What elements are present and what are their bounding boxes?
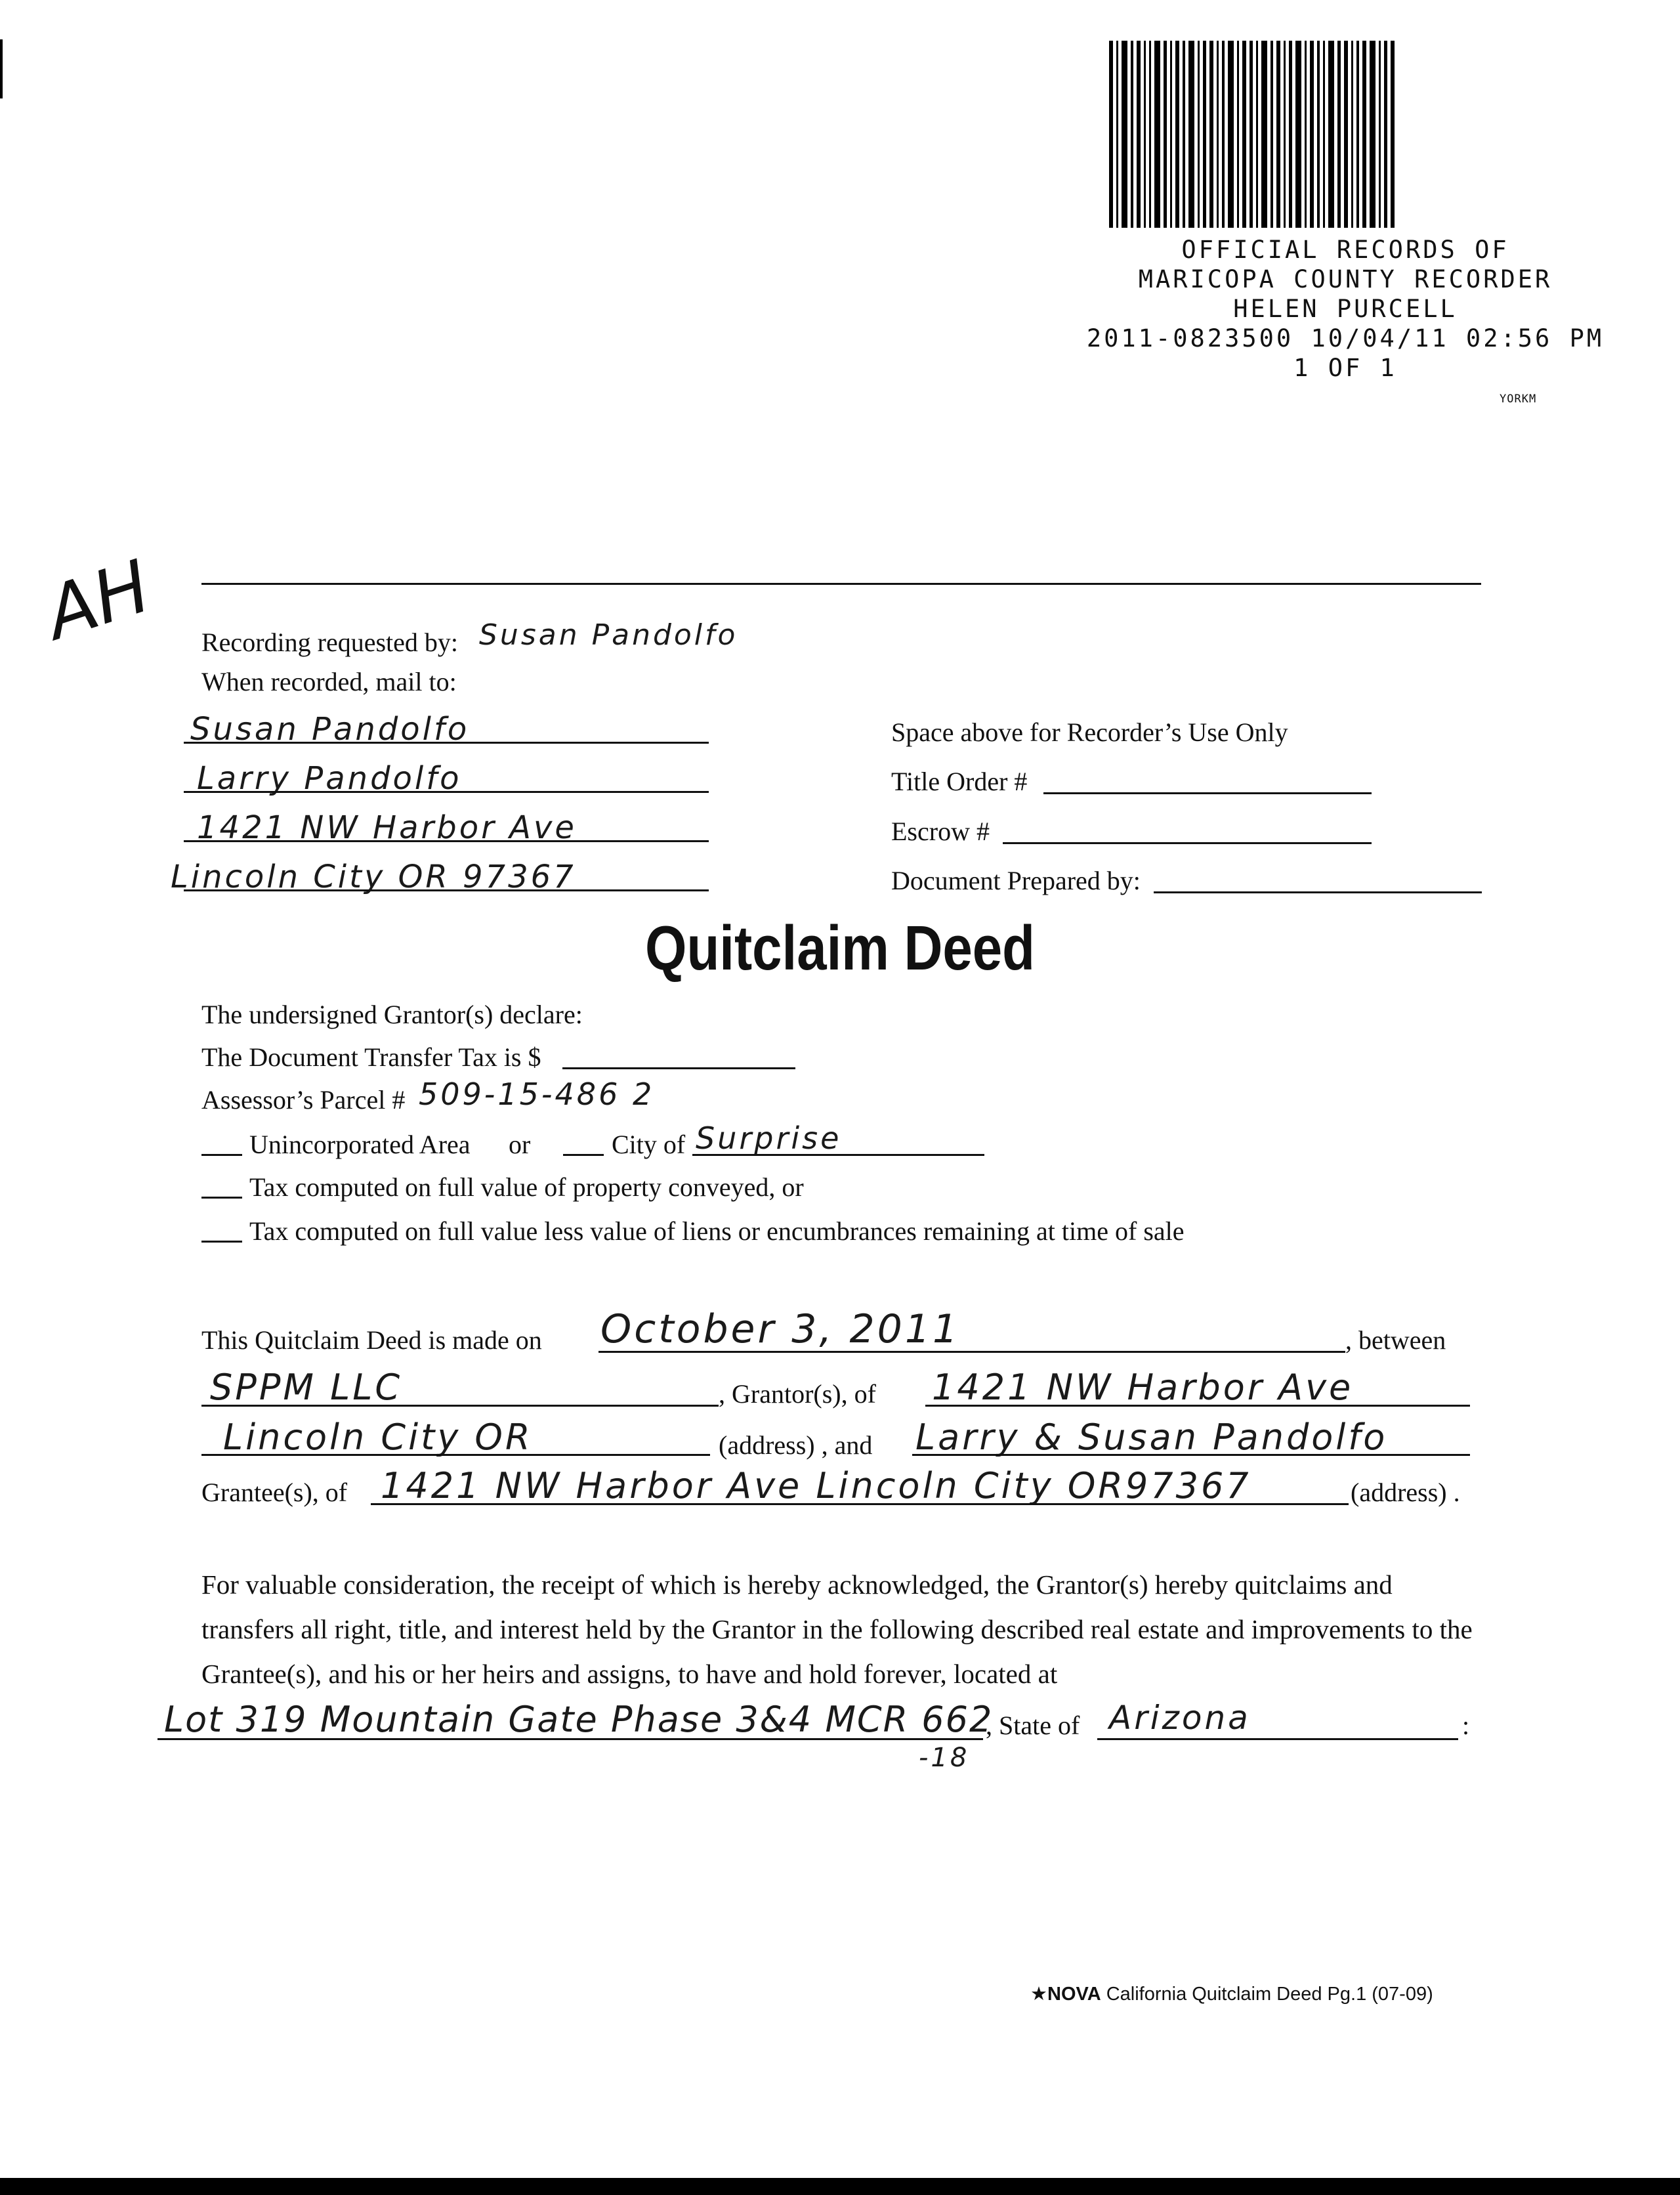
address-end-label: (address) . <box>1351 1478 1460 1507</box>
barcode-bar <box>1276 41 1280 228</box>
mail-to-line-3: 1421 NW Harbor Ave <box>197 809 577 846</box>
barcode-bar <box>1284 41 1286 228</box>
less-liens-checkbox[interactable] <box>201 1241 242 1243</box>
barcode-bar <box>1344 41 1348 228</box>
barcode-bar <box>1317 41 1320 228</box>
footer-brand: NOVA <box>1047 1984 1101 2005</box>
barcode-bar <box>1217 41 1219 228</box>
stamp-line-5: 1 OF 1 <box>1293 354 1397 382</box>
city-field[interactable] <box>692 1154 984 1156</box>
stamp-line-4: 2011-0823500 10/04/11 02:56 PM <box>1086 324 1605 352</box>
mail-to-underline-3 <box>184 840 709 842</box>
recording-requested-label: Recording requested by: <box>201 628 458 657</box>
barcode-bar <box>1131 41 1133 228</box>
city-label: City of <box>612 1130 686 1159</box>
barcode-bar <box>1183 41 1185 228</box>
barcode-bar <box>1164 41 1167 228</box>
recording-requested-value: Susan Pandolfo <box>479 618 738 652</box>
barcode-bar <box>1116 41 1118 228</box>
barcode-bar <box>1149 41 1151 228</box>
barcode-bar <box>1305 41 1307 228</box>
barcode-bar <box>1356 41 1359 228</box>
barcode-bar <box>1222 41 1225 228</box>
barcode-bar <box>1270 41 1273 228</box>
grantor-address-2: Lincoln City OR <box>223 1417 533 1458</box>
title-order-label: Title Order # <box>891 767 1028 796</box>
parcel-value: 509-15-486 2 <box>419 1076 655 1112</box>
transfer-tax-label: The Document Transfer Tax is $ <box>201 1042 541 1072</box>
grantor-address-2-field[interactable] <box>201 1454 710 1456</box>
footer-text: California Quitclaim Deed Pg.1 (07-09) <box>1101 1984 1433 2005</box>
state-value: Arizona <box>1109 1699 1251 1737</box>
header-divider <box>201 583 1481 585</box>
scan-mark <box>0 39 3 98</box>
title-order-field[interactable] <box>1043 792 1372 794</box>
barcode <box>1109 41 1522 228</box>
unincorporated-label: Unincorporated Area <box>249 1130 471 1159</box>
barcode-bar <box>1188 41 1194 228</box>
barcode-bar <box>1209 41 1213 228</box>
clerk-code: YORKM <box>1500 393 1537 406</box>
consideration-text: For valuable consideration, the receipt of which is hereby acknowledged, the Grantor(s) hereby quitclaims and transfers all right, title, and interest held by the Grantor in the following described real estate and improvements to the Grantee(s), and his or her heirs and assigns, to have and hold forever, located at <box>201 1569 1473 1689</box>
barcode-bar <box>1137 41 1141 228</box>
grantee-name: Larry & Susan Pandolfo <box>915 1417 1388 1458</box>
transfer-tax-field[interactable] <box>562 1067 795 1069</box>
barcode-bar <box>1370 41 1376 228</box>
mail-to-line-4: Lincoln City OR 97367 <box>171 859 576 895</box>
mail-to-underline-2 <box>184 791 709 793</box>
mail-to-line-2: Larry Pandolfo <box>197 760 462 797</box>
location-field[interactable] <box>158 1738 983 1740</box>
barcode-bar <box>1337 41 1341 228</box>
mail-to-underline-4 <box>184 889 709 891</box>
grantor-address-1: 1421 NW Harbor Ave <box>932 1367 1354 1408</box>
barcode-bar <box>1109 41 1113 228</box>
barcode-bar <box>1237 41 1239 228</box>
barcode-bar <box>1289 41 1292 228</box>
barcode-bar <box>1242 41 1246 228</box>
barcode-bar <box>1310 41 1314 228</box>
grantee-of-label: Grantee(s), of <box>201 1478 348 1507</box>
barcode-bar <box>1323 41 1325 228</box>
barcode-bar <box>1175 41 1179 228</box>
recorder-space-label: Space above for Recorder’s Use Only <box>891 717 1288 747</box>
barcode-bar <box>1228 41 1234 228</box>
declaration-intro: The undersigned Grantor(s) declare: <box>201 1000 583 1029</box>
prepared-by-field[interactable] <box>1154 891 1482 893</box>
grantee-address: 1421 NW Harbor Ave Lincoln City OR97367 <box>381 1465 1251 1506</box>
between-label: , between <box>1345 1325 1446 1355</box>
barcode-bar <box>1122 41 1127 228</box>
full-value-checkbox[interactable] <box>201 1197 242 1199</box>
made-on-label: This Quitclaim Deed is made on <box>201 1325 542 1355</box>
city-value: Surprise <box>696 1120 842 1156</box>
state-label: , State of <box>986 1711 1080 1740</box>
deed-date-field[interactable] <box>598 1351 1345 1353</box>
recorder-stamp <box>1050 235 1641 383</box>
barcode-bar <box>1203 41 1206 228</box>
unincorporated-checkbox[interactable] <box>201 1154 242 1156</box>
grantee-name-field[interactable] <box>912 1454 1470 1456</box>
stamp-line-3: HELEN PURCELL <box>1233 295 1458 323</box>
barcode-bar <box>1362 41 1366 228</box>
full-value-label: Tax computed on full value of property conveyed, or <box>249 1172 804 1202</box>
colon: : <box>1462 1711 1470 1740</box>
barcode-bar <box>1379 41 1381 228</box>
grantor-of-label: , Grantor(s), of <box>719 1379 876 1409</box>
parcel-label: Assessor’s Parcel # <box>201 1085 406 1115</box>
document-title: Quitclaim Deed <box>644 913 1036 983</box>
stamp-line-1: OFFICIAL RECORDS OF <box>1181 236 1509 264</box>
form-footer <box>1030 1982 1433 2005</box>
barcode-bar <box>1261 41 1267 228</box>
grantee-address-field[interactable] <box>371 1503 1349 1505</box>
barcode-bar <box>1328 41 1334 228</box>
address-and-label: (address) , and <box>719 1430 873 1460</box>
mail-to-line-1: Susan Pandolfo <box>190 711 470 748</box>
barcode-bar <box>1384 41 1387 228</box>
grantor-address-field[interactable] <box>925 1405 1470 1407</box>
barcode-bar <box>1154 41 1160 228</box>
barcode-bar <box>1198 41 1200 228</box>
prepared-by-label: Document Prepared by: <box>891 866 1141 895</box>
barcode-bar <box>1250 41 1253 228</box>
star-icon: ★ <box>1030 1984 1047 2005</box>
deed-date-value: October 3, 2011 <box>600 1306 961 1352</box>
less-liens-label: Tax computed on full value less value of liens or encumbrances remaining at time of sale <box>249 1216 1185 1246</box>
grantor-name: SPPM LLC <box>210 1367 403 1408</box>
barcode-bar <box>1170 41 1172 228</box>
city-checkbox[interactable] <box>563 1154 604 1156</box>
barcode-bar <box>1256 41 1258 228</box>
scan-edge <box>0 2178 1680 2195</box>
barcode-bar <box>1295 41 1301 228</box>
mail-to-underline-1 <box>184 742 709 744</box>
or-label: or <box>509 1130 531 1159</box>
barcode-bar <box>1391 41 1395 228</box>
grantor-name-field[interactable] <box>201 1405 719 1407</box>
location-value: Lot 319 Mountain Gate Phase 3&4 MCR 662 <box>164 1699 994 1740</box>
state-field[interactable] <box>1097 1738 1458 1740</box>
barcode-bar <box>1144 41 1146 228</box>
location-note: -18 <box>919 1743 970 1773</box>
mail-to-label: When recorded, mail to: <box>201 667 457 696</box>
escrow-label: Escrow # <box>891 817 990 846</box>
stamp-line-2: MARICOPA COUNTY RECORDER <box>1138 265 1553 293</box>
escrow-field[interactable] <box>1003 842 1372 844</box>
margin-initials: AH <box>35 543 160 656</box>
barcode-bar <box>1351 41 1353 228</box>
